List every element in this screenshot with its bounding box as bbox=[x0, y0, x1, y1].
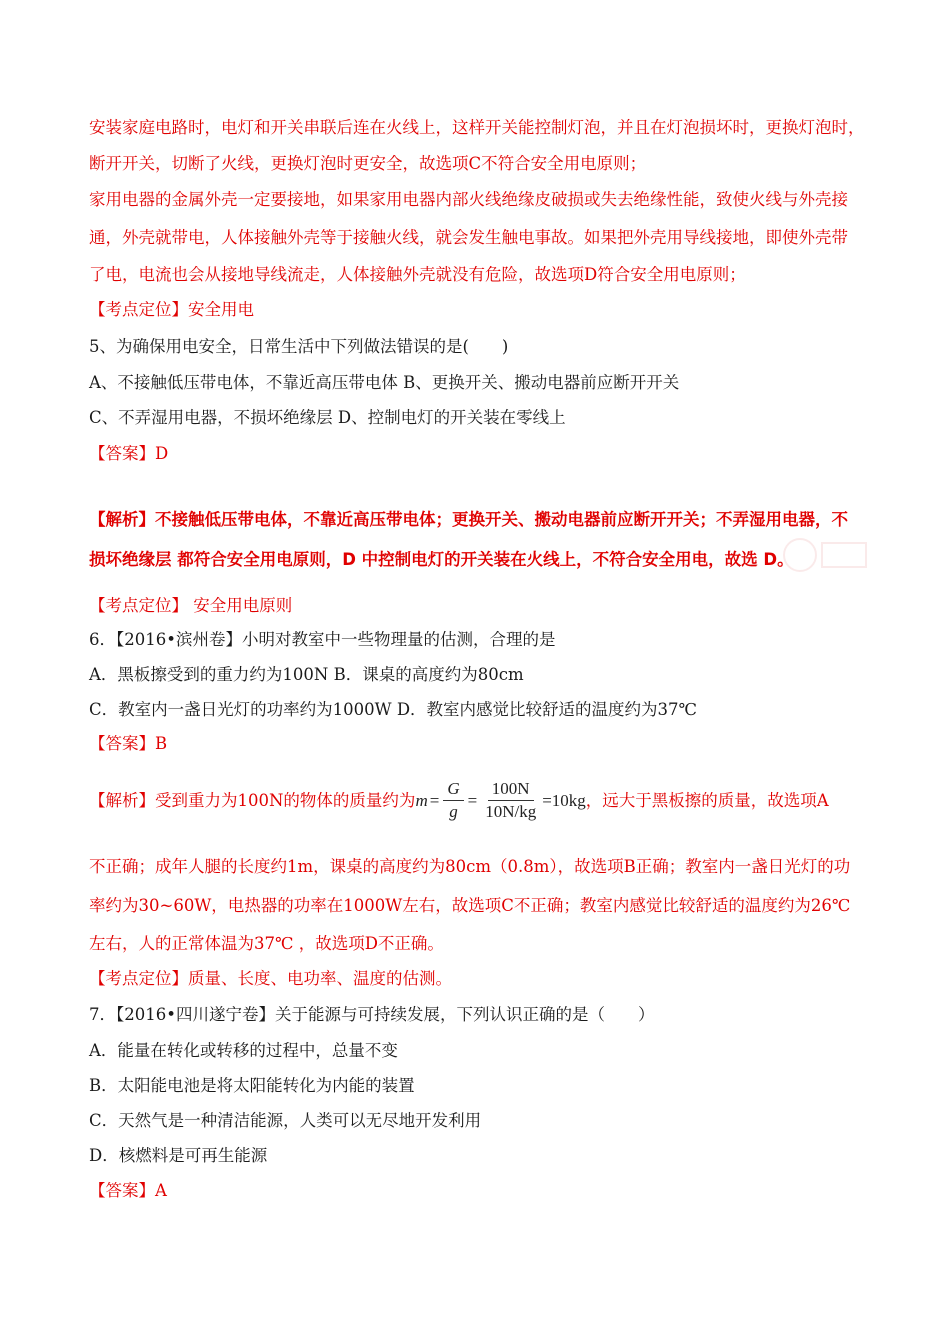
option-line: A．能量在转化或转移的过程中，总量不变 bbox=[89, 1041, 398, 1060]
analysis-line: 安装家庭电路时，电灯和开关串联后连在火线上，这样开关能控制灯泡，并且在灯泡损坏时，更换灯泡时， bbox=[89, 118, 865, 137]
formula-result: =10kg bbox=[542, 790, 586, 810]
watermark-stamp bbox=[780, 535, 870, 575]
question-5: 5、为确保用电安全，日常生活中下列做法错误的是( ) bbox=[89, 337, 509, 356]
formula-line bbox=[89, 778, 829, 823]
analysis-line: 左右，人的正常体温为37℃ ，故选项D不正确。 bbox=[89, 934, 444, 953]
analysis-line: 了电，电流也会从接地导线流走，人体接触外壳就没有危险，故选项D符合安全用电原则； bbox=[89, 265, 746, 284]
fraction-denominator: 10N/kg bbox=[485, 802, 537, 821]
fraction-values bbox=[481, 778, 540, 823]
option-line: A．黑板擦受到的重力约为100N B．课桌的高度约为80cm bbox=[89, 665, 524, 684]
analysis-line: 家用电器的金属外壳一定要接地，如果家用电器内部火线绝缘皮破损或失去绝缘性能，致使火线与外壳接 bbox=[89, 190, 848, 209]
analysis-line: 损坏绝缘层 都符合安全用电原则，D 中控制电灯的开关装在火线上，不符合安全用电，故选 D。 bbox=[89, 550, 794, 569]
option-line: B．太阳能电池是将太阳能转化为内能的装置 bbox=[89, 1076, 415, 1095]
analysis-line: 断开开关，切断了火线，更换灯泡时更安全，故选项C不符合安全用电原则； bbox=[89, 154, 647, 173]
answer-label: 【答案】A bbox=[89, 1181, 167, 1200]
fraction-g bbox=[443, 778, 463, 823]
analysis-text: 【解析】受到重力为100N的物体的质量约为 bbox=[89, 790, 416, 810]
topic-label: 【考点定位】安全用电 bbox=[89, 300, 254, 319]
formula-eq: = bbox=[429, 790, 440, 810]
question-7: 7．【2016•四川遂宁卷】关于能源与可持续发展，下列认识正确的是（ ） bbox=[89, 1005, 655, 1024]
fraction-denominator: g bbox=[449, 802, 458, 821]
topic-label: 【考点定位】质量、长度、电功率、温度的估测。 bbox=[89, 969, 452, 988]
option-line: D．核燃料是可再生能源 bbox=[89, 1146, 268, 1165]
analysis-text: ，远大于黑板擦的质量，故选项A bbox=[585, 790, 829, 810]
topic-label: 【考点定位】 安全用电原则 bbox=[89, 596, 293, 615]
fraction-numerator: 100N bbox=[488, 778, 534, 801]
answer-label: 【答案】D bbox=[89, 444, 169, 463]
answer-label: 【答案】B bbox=[89, 734, 168, 753]
question-6: 6．【2016•滨州卷】小明对教室中一些物理量的估测，合理的是 bbox=[89, 630, 556, 649]
analysis-line: 通，外壳就带电，人体接触外壳等于接触火线，就会发生触电事故。如果把外壳用导线接地，即使外壳带 bbox=[89, 228, 848, 247]
analysis-line: 率约为30~60W，电热器的功率在1000W左右，故选项C不正确；教室内感觉比较舒适的温度约为26℃ bbox=[89, 896, 851, 915]
analysis-line: 不正确；成年人腿的长度约1m，课桌的高度约为80cm（0.8m），故选项B正确；教室内一盏日光灯的功 bbox=[89, 857, 851, 876]
formula-m: m bbox=[415, 790, 428, 810]
formula-eq: = bbox=[467, 790, 478, 810]
analysis-line: 【解析】不接触低压带电体，不靠近高压带电体；更换开关、搬动电器前应断开开关；不弄湿用电器，不 bbox=[89, 510, 848, 529]
option-line: A、不接触低压带电体，不靠近高压带电体 B、更换开关、搬动电器前应断开开关 bbox=[89, 373, 680, 392]
fraction-numerator: G bbox=[443, 778, 463, 801]
option-line: C．教室内一盏日光灯的功率约为1000W D．教室内感觉比较舒适的温度约为37℃ bbox=[89, 700, 698, 719]
option-line: C、不弄湿用电器，不损坏绝缘层 D、控制电灯的开关装在零线上 bbox=[89, 408, 566, 427]
option-line: C．天然气是一种清洁能源，人类可以无尽地开发利用 bbox=[89, 1111, 482, 1130]
